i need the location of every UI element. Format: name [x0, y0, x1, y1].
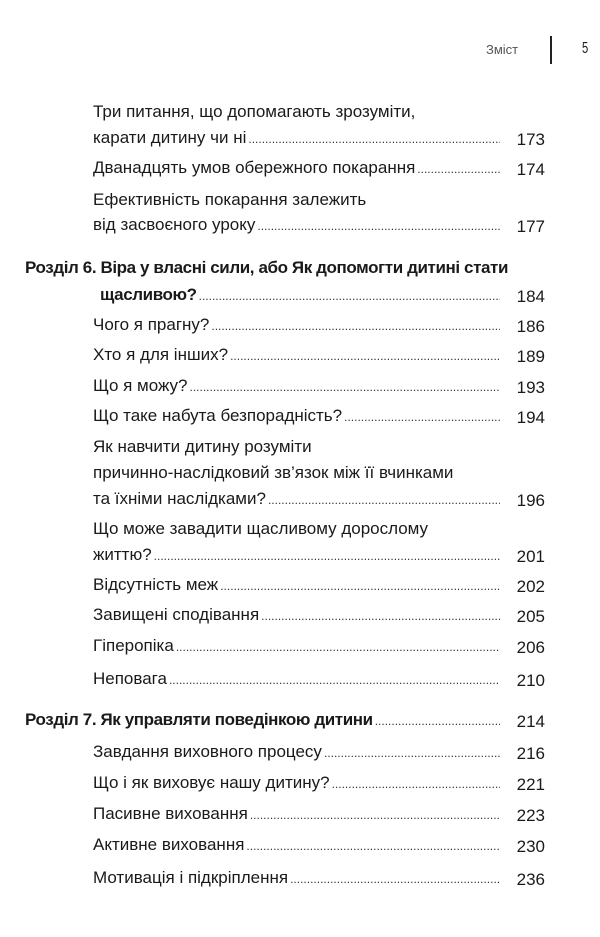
- toc-entry-title: та їхніми наслідками?: [93, 489, 266, 508]
- toc-entry-line[interactable]: [93, 605, 500, 629]
- dot-leader: [199, 289, 500, 303]
- toc-entry-line[interactable]: [93, 406, 500, 430]
- toc-entry-title: Хто я для інших?: [93, 345, 229, 364]
- toc-page-number: 210: [516, 671, 545, 690]
- toc-entry-line[interactable]: [93, 868, 500, 892]
- toc-chapter-line[interactable]: [25, 258, 585, 282]
- dot-leader: [261, 609, 500, 623]
- dot-leader: [190, 380, 500, 394]
- dot-leader: [257, 219, 500, 233]
- toc-entry-line[interactable]: [93, 215, 500, 239]
- dot-leader: [246, 839, 500, 853]
- toc-entry-title: причинно-наслідковий зв’язок між її вчинками: [93, 463, 454, 482]
- toc-entry-title: Що і як виховує нашу дитину?: [93, 773, 330, 792]
- toc-chapter-line[interactable]: [25, 710, 500, 734]
- toc-page-number: 194: [516, 408, 545, 427]
- toc-entry-title: Як навчити дитину розуміти: [93, 437, 312, 456]
- toc-entry-line[interactable]: [93, 742, 500, 766]
- toc-page-number: 223: [516, 806, 545, 825]
- dot-leader: [324, 746, 500, 760]
- toc-entry-title: Дванадцять умов обережного покарання: [93, 158, 416, 177]
- dot-leader: [248, 132, 500, 146]
- toc-entry-title: Пасивне виховання: [93, 804, 248, 823]
- toc-entry-title: Гіперопіка: [93, 636, 174, 655]
- running-header-title: Зміст: [486, 42, 519, 57]
- toc-entry-title: Що таке набута безпорадність?: [93, 406, 343, 425]
- toc-entry-line[interactable]: [93, 519, 500, 543]
- toc-entry-line[interactable]: [93, 128, 500, 152]
- toc-entry-line[interactable]: [93, 835, 500, 859]
- toc-entry-line[interactable]: [93, 545, 500, 569]
- toc-page-number: 186: [516, 317, 545, 336]
- toc-entry-title: Відсутність меж: [93, 575, 219, 594]
- toc-entry-title: Що може завадити щасливому дорослому: [93, 519, 429, 538]
- toc-page-number: 230: [516, 837, 545, 856]
- toc-entry-title: Три питання, що допомагають зрозуміти,: [93, 102, 416, 121]
- toc-entry-line[interactable]: [93, 489, 500, 513]
- toc-entry-title: Мотивація і підкріплення: [93, 868, 289, 887]
- toc-page-number: 216: [516, 744, 545, 763]
- toc-entry-title: Активне виховання: [93, 835, 245, 854]
- dot-leader: [375, 714, 500, 728]
- toc-entry-line[interactable]: [93, 575, 500, 599]
- dot-leader: [250, 808, 500, 822]
- toc-page-number: 206: [516, 638, 545, 657]
- toc-entry-title: Ефективність покарання залежить: [93, 190, 367, 209]
- toc-page-number: 214: [516, 712, 545, 731]
- dot-leader: [220, 579, 500, 593]
- toc-entry-title: Що я можу?: [93, 376, 188, 395]
- toc-entry-title: Розділ 7. Як управляти поведінкою дитини: [25, 710, 373, 729]
- dot-leader: [417, 162, 500, 176]
- toc-page-number: 184: [516, 287, 545, 306]
- toc-entry-line[interactable]: [93, 102, 500, 126]
- toc-entry-line[interactable]: [93, 463, 500, 487]
- dot-leader: [211, 319, 500, 333]
- toc-page-number: 173: [516, 130, 545, 149]
- toc-entry-line[interactable]: [93, 773, 500, 797]
- header-divider: [550, 36, 552, 64]
- toc-chapter-line[interactable]: [100, 285, 500, 309]
- toc-entry-line[interactable]: [93, 190, 500, 214]
- toc-page-number: 205: [516, 607, 545, 626]
- toc-entry-line[interactable]: [93, 636, 500, 660]
- toc-page-number: 196: [516, 491, 545, 510]
- dot-leader: [154, 549, 500, 563]
- toc-entry-title: Завдання виховного процесу: [93, 742, 322, 761]
- toc-page-number: 174: [516, 160, 545, 179]
- dot-leader: [169, 673, 500, 687]
- toc-entry-title: Завищені сподівання: [93, 605, 260, 624]
- toc-page-number: 201: [516, 547, 545, 566]
- toc-entry-line[interactable]: [93, 376, 500, 400]
- toc-entry-line[interactable]: [93, 158, 500, 182]
- toc-entry-title: Неповага: [93, 669, 167, 688]
- toc-entry-line[interactable]: [93, 437, 500, 461]
- toc-entry-title: від засвоєного уроку: [93, 215, 256, 234]
- toc-entry-title: щасливою?: [100, 285, 197, 304]
- toc-entry-title: Чого я прагну?: [93, 315, 210, 334]
- toc-page-number: 193: [516, 378, 545, 397]
- toc-page-number: 221: [516, 775, 545, 794]
- toc-page-number: 236: [516, 870, 545, 889]
- dot-leader: [290, 872, 500, 886]
- dot-leader: [176, 640, 500, 654]
- toc-page-number: 202: [516, 577, 545, 596]
- dot-leader: [344, 410, 500, 424]
- toc-entry-line[interactable]: [93, 804, 500, 828]
- toc-entry-line[interactable]: [93, 315, 500, 339]
- toc-entry-title: карати дитину чи ні: [93, 128, 247, 147]
- page-number: 5: [582, 40, 589, 57]
- toc-entry-title: життю?: [93, 545, 152, 564]
- toc-page-number: 177: [516, 217, 545, 236]
- toc-page-number: 189: [516, 347, 545, 366]
- dot-leader: [230, 349, 500, 363]
- toc-entry-title: Розділ 6. Віра у власні сили, або Як допомогти дитині стати: [25, 258, 509, 277]
- toc-entry-line[interactable]: [93, 345, 500, 369]
- toc-entry-line[interactable]: [93, 669, 500, 693]
- dot-leader: [332, 777, 500, 791]
- dot-leader: [268, 493, 500, 507]
